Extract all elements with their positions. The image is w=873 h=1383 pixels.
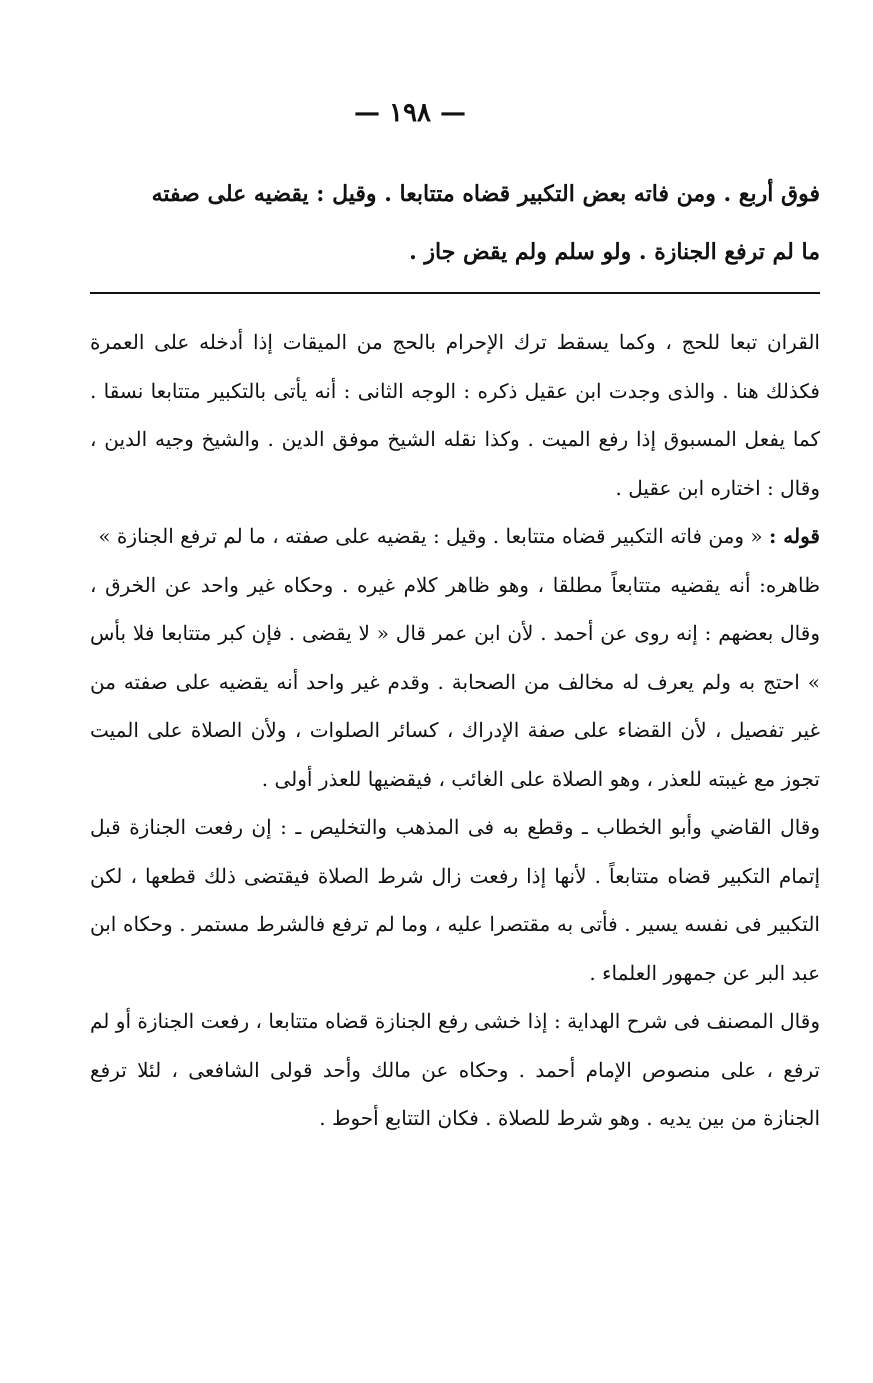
- page-number: — ١٩٨ —: [353, 98, 467, 128]
- commentary-text: « ومن فاته التكبير قضاه متتابعا . وقيل : يقضيه على صفته ، ما لم ترفع الجنازة »: [98, 524, 769, 548]
- commentary-text: القران تبعا للحج ، وكما يسقط ترك الإحرام بالحج من الميقات إذا أدخله على العمرة فكذلك هنا . والذى وجدت ابن عقيل ذكره : الوجه الثانى : أنه يأتى بالتكبير متتابعا نسقا . كما يفعل المسبوق إذا رفع الميت . وكذا نقله الشيخ موفق الدين . والشيخ وجيه الدين ، وقال : اختاره ابن عقيل .: [90, 330, 820, 500]
- commentary-block: [90, 318, 820, 1143]
- main-text-block: [90, 165, 820, 281]
- commentary-paragraph: [90, 512, 820, 561]
- commentary-text: وقال المصنف فى شرح الهداية : إذا خشى رفع الجنازة قضاه متتابعا ، رفعت الجنازة أو لم ترفع ، على منصوص الإمام أحمد . وحكاه عن مالك وأحد قولى الشافعى ، لئلا ترفع الجنازة من بين يديه . وهو شرط للصلاة . فكان التتابع أحوط .: [90, 1009, 820, 1130]
- commentary-paragraph: [90, 997, 820, 1143]
- commentary-paragraph: [90, 803, 820, 997]
- commentary-paragraph: [90, 318, 820, 512]
- commentary-text: ظاهره: أنه يقضيه متتابعاً مطلقا ، وهو ظاهر كلام غيره . وحكاه غير واحد عن الخرق ، وقال بعضهم : إنه روى عن أحمد . لأن ابن عمر قال « لا يقضى . فإن كبر متتابعا فلا بأس » احتج به ولم يعرف له مخالف من الصحابة . وقدم غير واحد أنه يقضيه على صفته من غير تفصيل ، لأن القضاء على صفة الإدراك ، كسائر الصلوات ، ولأن الصلاة على الميت تجوز مع غيبته للعذر ، وهو الصلاة على الغائب ، فيقضيها للعذر أولى .: [90, 572, 820, 791]
- commentary-paragraph: [90, 561, 820, 804]
- commentary-text: وقال القاضي وأبو الخطاب ـ وقطع به فى المذهب والتخليص ـ : إن رفعت الجنازة قبل إتمام التكبير قضاه متتابعاً . لأنها إذا رفعت زال شرط الصلاة فيقتضى ذلك قطعها ، لكن التكبير فى نفسه يسير . فأتى به مقتصرا عليه ، وما لم ترفع فالشرط مستمر . وحكاه ابن عبد البر عن جمهور العلماء .: [90, 815, 820, 985]
- main-text-line: ما لم ترفع الجنازة . ولو سلم ولم يقض جاز .: [409, 239, 820, 265]
- quote-lead: قوله :: [768, 524, 820, 548]
- main-text-line: فوق أربع . ومن فاته بعض التكبير قضاه متتابعا . وقيل : يقضيه على صفته: [151, 181, 820, 207]
- separator-rule: [90, 292, 820, 294]
